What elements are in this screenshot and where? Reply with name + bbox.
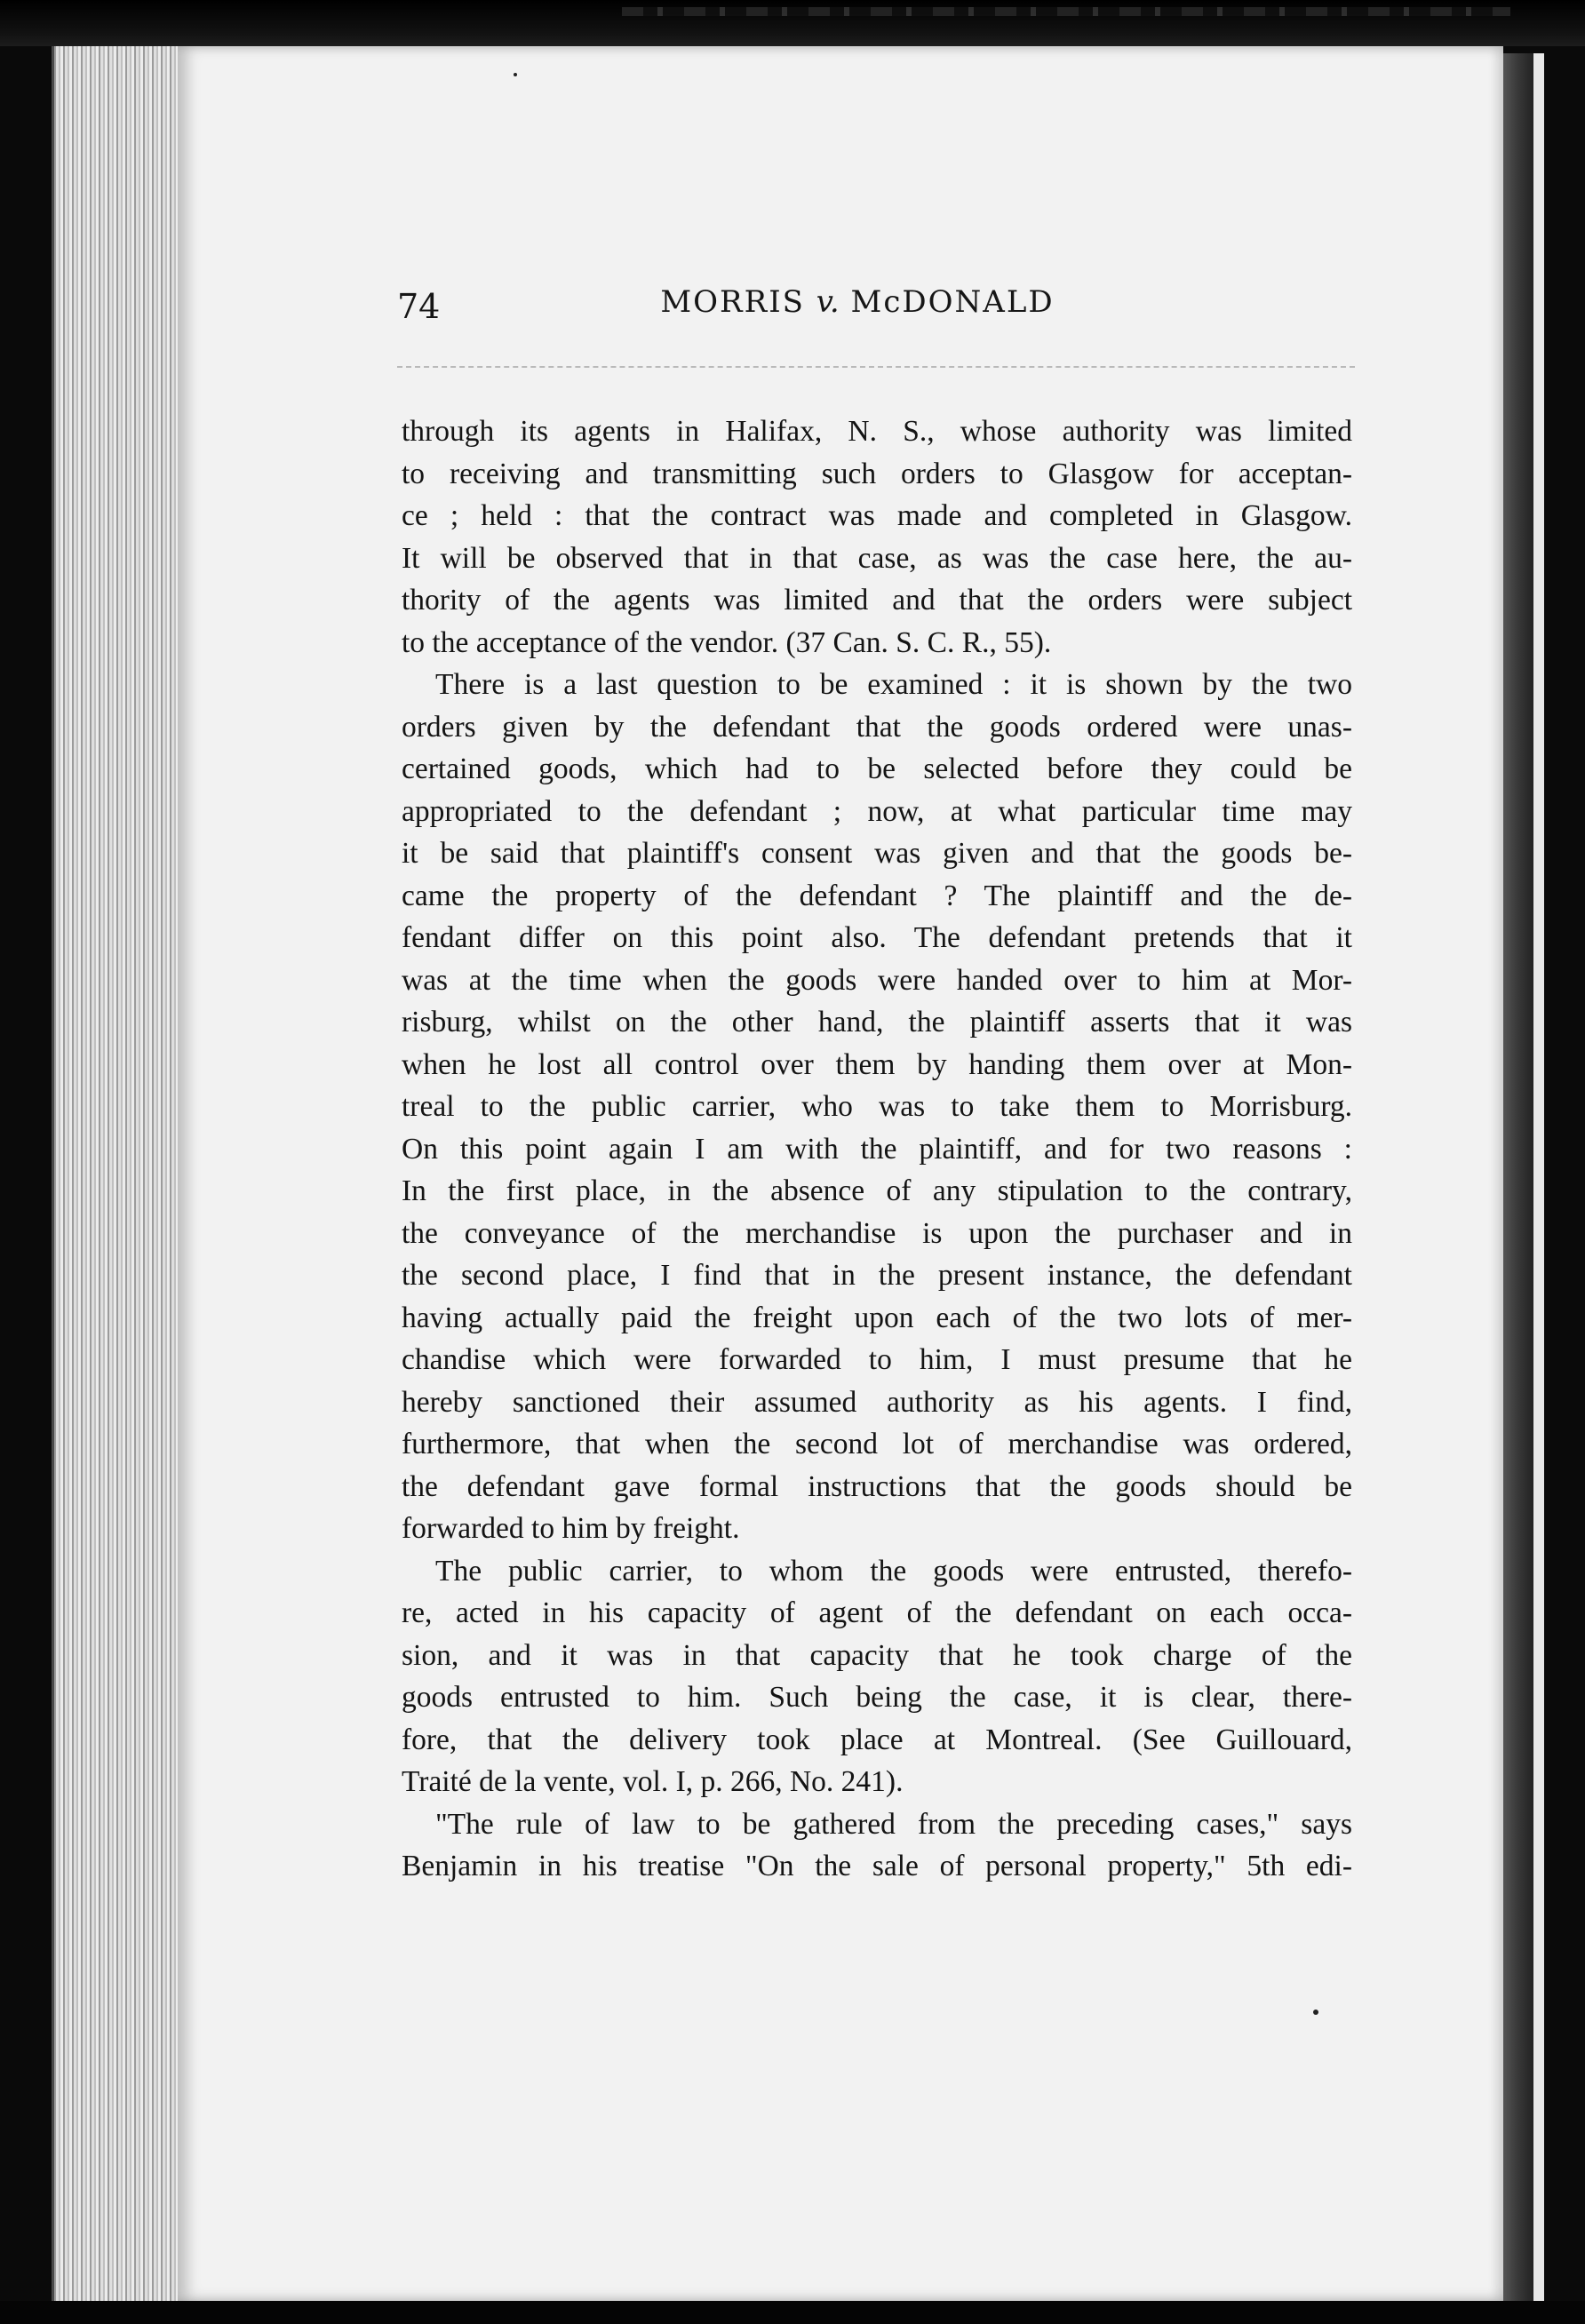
running-head-left: MORRIS — [660, 284, 805, 320]
paragraph-3 — [402, 1550, 1352, 1803]
scan-bottom-edge — [0, 2301, 1585, 2324]
text-line: it be said that plaintiff's consent was given and that the goods be- — [402, 837, 1352, 870]
paragraph-2 — [402, 664, 1352, 1550]
text-line: to receiving and transmitting such orders to Glasgow for acceptan- — [402, 457, 1352, 490]
header-rule — [397, 366, 1355, 368]
text-line: fendant differ on this point also. The defendant pretends that it — [402, 921, 1352, 954]
text-line: The public carrier, to whom the goods were entrusted, therefo- — [435, 1554, 1352, 1588]
text-line: Benjamin in his treatise "On the sale of personal property," 5th edi- — [402, 1850, 1352, 1882]
text-line: re, acted in his capacity of agent of the defendant on each occa- — [402, 1596, 1352, 1629]
scan-speck — [514, 73, 517, 76]
text-line: forwarded to him by freight. — [402, 1512, 740, 1545]
text-line: furthermore, that when the second lot of merchandise was ordered, — [402, 1428, 1352, 1460]
text-line: to the acceptance of the vendor. (37 Can. S. C. R., 55). — [402, 625, 1052, 659]
scan-top-strip — [622, 7, 1510, 16]
text-line: sion, and it was in that capacity that he took charge of the — [402, 1638, 1352, 1672]
text-line: risburg, whilst on the other hand, the plaintiff asserts that it was — [402, 1006, 1352, 1039]
text-line: when he lost all control over them by handing them over at Mon- — [402, 1047, 1352, 1081]
text-line: was at the time when the goods were handed over to him at Mor- — [402, 963, 1352, 997]
text-line: the second place, I find that in the present instance, the defendant — [402, 1259, 1352, 1292]
text-line: hereby sanctioned their assumed authority as his agents. I find, — [402, 1385, 1352, 1419]
running-head-right: McDONALD — [850, 284, 1055, 320]
text-line: the defendant gave formal instructions that the goods should be — [402, 1469, 1352, 1503]
text-line: fore, that the delivery took place at Montreal. (See Guillouard, — [402, 1723, 1352, 1756]
text-line: thority of the agents was limited and that the orders were subject — [402, 584, 1352, 617]
text-line: It will be observed that in that case, as was the case here, the au- — [402, 541, 1352, 575]
text-line: On this point again I am with the plaintiff, and for two reasons : — [402, 1132, 1352, 1166]
text-line: treal to the public carrier, who was to take them to Morrisburg. — [402, 1090, 1352, 1123]
text-line: "The rule of law to be gathered from the preceding cases," says — [435, 1807, 1352, 1841]
text-line: appropriated to the defendant ; now, at what particular time may — [402, 794, 1352, 828]
running-head — [533, 284, 1182, 321]
text-line: Traité de la vente, vol. I, p. 266, No. 241). — [402, 1765, 904, 1798]
text-line: orders given by the defendant that the goods ordered were unas- — [402, 710, 1352, 744]
page-number: 74 — [397, 287, 441, 326]
text-line: having actually paid the freight upon each of the two lots of mer- — [402, 1301, 1352, 1334]
text-line: goods entrusted to him. Such being the case, it is clear, there- — [402, 1681, 1352, 1714]
text-line: ce ; held : that the contract was made and completed in Glasgow. — [402, 499, 1352, 532]
paragraph-1 — [402, 410, 1352, 664]
text-line: There is a last question to be examined : it is shown by the two — [435, 668, 1352, 701]
book-page-edges — [52, 46, 187, 2301]
text-line: came the property of the defendant ? The plaintiff and the de- — [402, 879, 1352, 912]
text-line: In the first place, in the absence of any stipulation to the contrary, — [402, 1174, 1352, 1207]
text-line: certained goods, which had to be selected before they could be — [402, 752, 1352, 785]
facing-page-edge — [1503, 53, 1533, 2303]
running-head-versus: v. — [816, 284, 840, 320]
text-line: the conveyance of the merchandise is upon the purchaser and in — [402, 1216, 1352, 1250]
body-text — [402, 410, 1352, 1888]
text-line: chandise which were forwarded to him, I must presume that he — [402, 1343, 1352, 1376]
text-line: through its agents in Halifax, N. S., whose authority was limited — [402, 415, 1352, 448]
paragraph-4 — [402, 1803, 1352, 1888]
scan-speck — [1313, 2010, 1318, 2015]
